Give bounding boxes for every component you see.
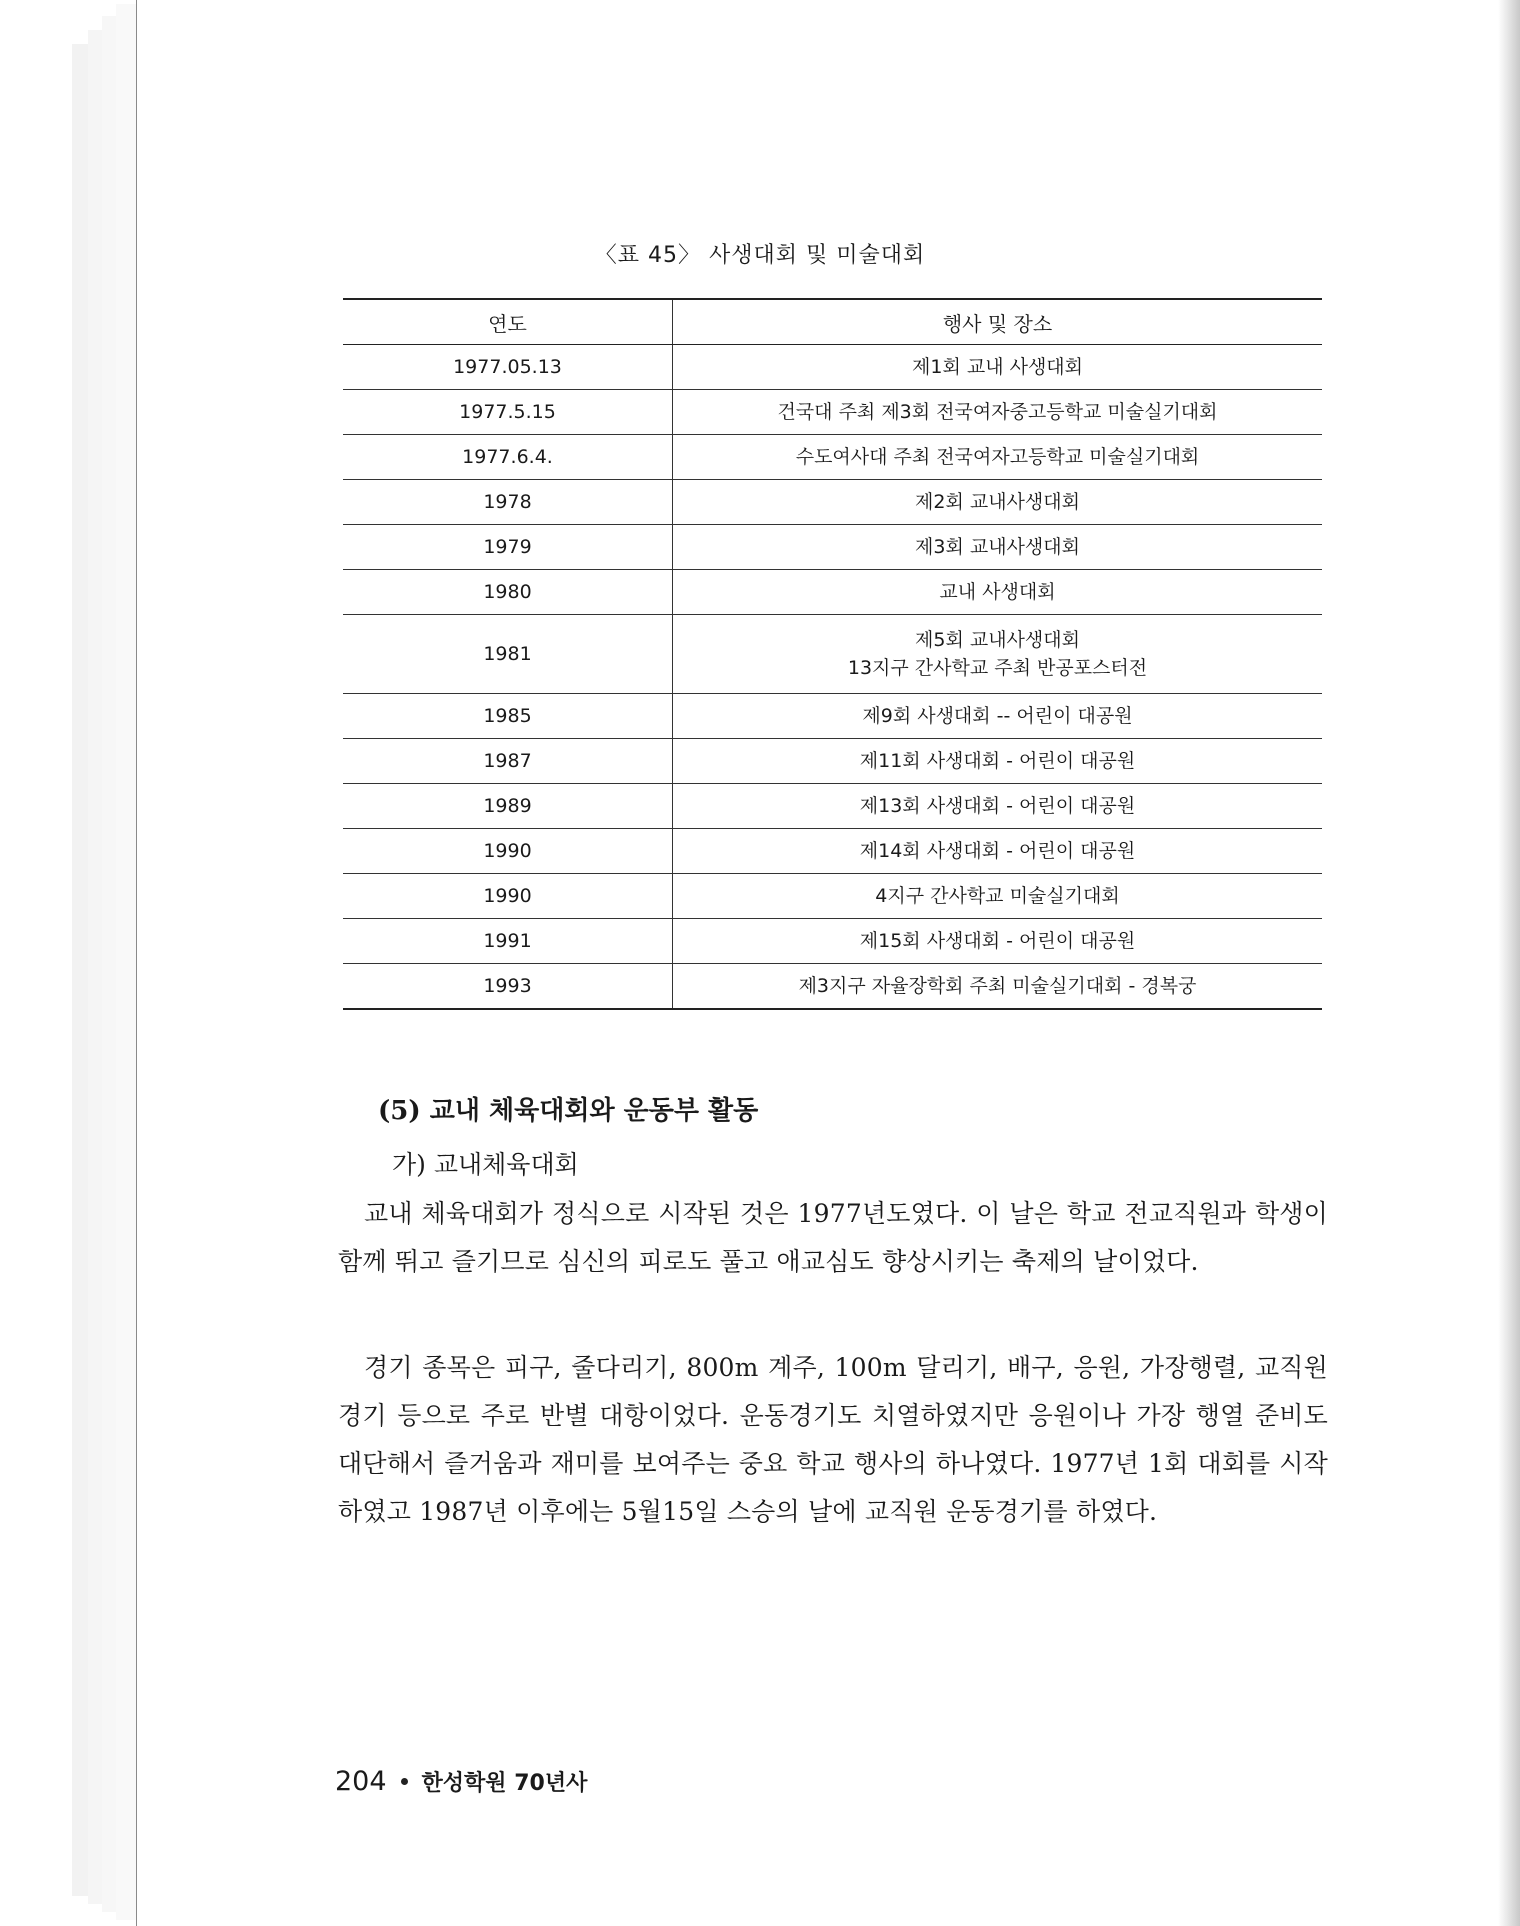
event-line: 제3지구 자율장학회 주최 미술실기대회 - 경복궁: [798, 975, 1197, 997]
cell-event: [673, 570, 1323, 615]
event-line: 제2회 교내사생대회: [915, 491, 1080, 513]
cell-event: [673, 694, 1323, 739]
cell-event: [673, 829, 1323, 874]
table-row: [343, 964, 1322, 1010]
bullet-icon: [401, 1778, 408, 1785]
table-row: [343, 525, 1322, 570]
cell-year: 1978: [343, 480, 673, 525]
cell-year: 1990: [343, 874, 673, 919]
table-header-row: [343, 299, 1322, 345]
body-paragraph: 교내 체육대회가 정식으로 시작된 것은 1977년도였다. 이 날은 학교 전교직원과 학생이 함께 뛰고 즐기므로 심신의 피로도 풀고 애교심도 향상시키는 축제의 날이었다.: [338, 1199, 1328, 1276]
cell-event: [673, 964, 1323, 1010]
table-row: [343, 829, 1322, 874]
cell-year: 1990: [343, 829, 673, 874]
cell-event: [673, 919, 1323, 964]
event-line: 수도여사대 주최 전국여자고등학교 미술실기대회: [795, 446, 1200, 468]
cell-event: [673, 435, 1323, 480]
cell-year: 1989: [343, 784, 673, 829]
table-row: [343, 694, 1322, 739]
events-table: [343, 298, 1322, 1010]
cell-event: [673, 874, 1323, 919]
cell-year: 1985: [343, 694, 673, 739]
event-line: 제15회 사생대회 - 어린이 대공원: [859, 930, 1136, 952]
event-line: 4지구 간사학교 미술실기대회: [875, 885, 1120, 907]
cell-event: [673, 615, 1323, 694]
event-line: 제1회 교내 사생대회: [912, 356, 1083, 378]
cell-event: [673, 525, 1323, 570]
cell-year: 1991: [343, 919, 673, 964]
page-footer: [335, 1766, 587, 1797]
event-line: 제5회 교내사생대회: [915, 629, 1080, 651]
section-heading: (5) 교내 체육대회와 운동부 활동: [378, 1096, 759, 1126]
cell-event: [673, 784, 1323, 829]
table-row: [343, 784, 1322, 829]
cell-year: 1977.6.4.: [343, 435, 673, 480]
header-year: 연도: [343, 299, 673, 345]
table-row: [343, 570, 1322, 615]
event-line: 제11회 사생대회 - 어린이 대공원: [859, 750, 1136, 772]
body-paragraph: 경기 종목은 피구, 줄다리기, 800m 계주, 100m 달리기, 배구, 응원, 가장행렬, 교직원 경기 등으로 주로 반별 대항이었다. 운동경기도 치열하였지만 응원이나 가장 행열 준비도 대단해서 즐거움과 재미를 보여주는 중요 학교 행사의 하나였다. 1977년 1회 대회를 시작하였고 1987년 이후에는 5월15일 스승의 날에 교직원 운동경기를 하였다.: [338, 1353, 1328, 1526]
event-line: 교내 사생대회: [939, 581, 1056, 603]
cell-year: 1980: [343, 570, 673, 615]
page-shadow: [1498, 0, 1520, 1926]
cell-event: [673, 739, 1323, 784]
cell-year: 1979: [343, 525, 673, 570]
sub-heading: 가) 교내체육대회: [392, 1150, 579, 1179]
cell-year: 1977.05.13: [343, 345, 673, 390]
table-row: [343, 435, 1322, 480]
cell-year: 1987: [343, 739, 673, 784]
event-line: 제9회 사생대회 -- 어린이 대공원: [862, 705, 1133, 727]
event-line: 13지구 간사학교 주최 반공포스터전: [847, 657, 1148, 679]
book-title: 한성학원 70년사: [421, 1771, 588, 1796]
event-line: 제13회 사생대회 - 어린이 대공원: [859, 795, 1136, 817]
table-caption: 〈표 45〉 사생대회 및 미술대회: [594, 243, 926, 268]
table-row: [343, 874, 1322, 919]
cell-year: 1981: [343, 615, 673, 694]
table-row: [343, 345, 1322, 390]
header-event: 행사 및 장소: [673, 299, 1323, 345]
table-row: [343, 615, 1322, 694]
cell-event: [673, 345, 1323, 390]
table-row: [343, 919, 1322, 964]
cell-year: 1993: [343, 964, 673, 1010]
cell-event: [673, 390, 1323, 435]
event-line: 제14회 사생대회 - 어린이 대공원: [859, 840, 1136, 862]
table-row: [343, 739, 1322, 784]
cell-event: [673, 480, 1323, 525]
event-line: 건국대 주최 제3회 전국여자중고등학교 미술실기대회: [777, 401, 1218, 423]
cell-year: 1977.5.15: [343, 390, 673, 435]
event-line: 제3회 교내사생대회: [915, 536, 1080, 558]
table-row: [343, 480, 1322, 525]
page-number: 204: [335, 1766, 387, 1797]
table-row: [343, 390, 1322, 435]
